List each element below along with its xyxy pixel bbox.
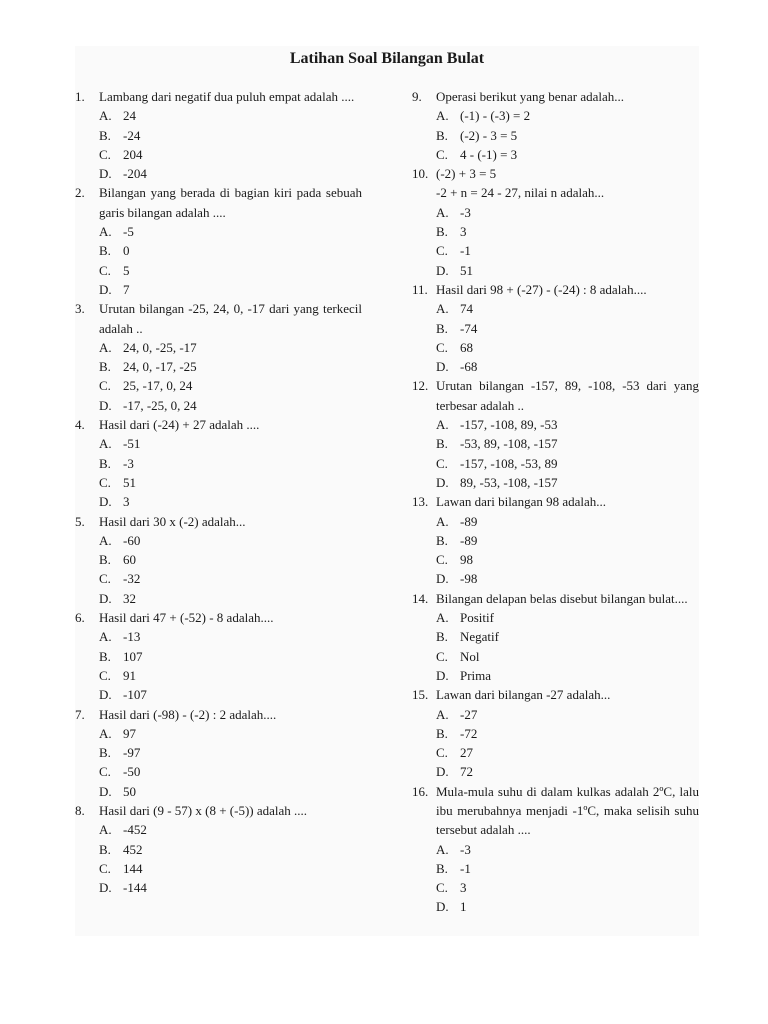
question-text: (-2) + 3 = 5 xyxy=(436,166,497,182)
option-letter: B. xyxy=(436,127,448,143)
answer-option xyxy=(99,820,362,839)
option-letter: B. xyxy=(99,841,111,857)
question-text: Hasil dari (-24) + 27 adalah .... xyxy=(99,417,260,433)
option-letter: A. xyxy=(436,301,449,317)
answer-options xyxy=(436,299,699,376)
option-text: -3 xyxy=(123,455,134,471)
option-text: -50 xyxy=(123,764,141,780)
option-text: -89 xyxy=(460,532,478,548)
option-letter: A. xyxy=(99,339,112,355)
option-letter: A. xyxy=(436,706,449,722)
option-text: 91 xyxy=(123,667,136,683)
option-letter: A. xyxy=(436,841,449,857)
option-letter: C. xyxy=(436,648,448,664)
option-letter: A. xyxy=(99,224,112,240)
question-item xyxy=(75,705,362,801)
answer-options xyxy=(99,434,362,511)
question-number: 10. xyxy=(412,166,429,182)
question-item xyxy=(412,280,699,376)
option-text: 72 xyxy=(460,764,473,780)
option-letter: C. xyxy=(99,860,111,876)
question-text: Operasi berikut yang benar adalah... xyxy=(436,89,625,104)
option-text: 51 xyxy=(123,474,136,490)
option-text: Nol xyxy=(460,648,480,664)
answer-option xyxy=(436,705,699,724)
option-letter: C. xyxy=(436,455,448,471)
answer-option xyxy=(436,762,699,781)
option-letter: D. xyxy=(436,474,449,490)
question-number: 12. xyxy=(412,378,429,394)
option-text: 204 xyxy=(123,146,143,162)
question-number: 8. xyxy=(75,802,85,818)
right-column xyxy=(412,87,699,917)
question-text: Hasil dari 30 x (-2) adalah... xyxy=(99,513,246,529)
option-text: -74 xyxy=(460,320,478,336)
answer-option xyxy=(436,241,699,260)
option-letter: C. xyxy=(436,243,448,259)
question-text: Mula-mula suhu di dalam kulkas adalah 2ºC, lalu ibu merubahnya menjadi -1ºC, maka selisih suhu tersebut adalah .... xyxy=(436,783,699,838)
option-text: 7 xyxy=(123,281,130,297)
answer-options xyxy=(99,106,362,183)
option-text: Negatif xyxy=(460,629,499,645)
option-text: 3 xyxy=(123,494,130,510)
option-letter: A. xyxy=(436,204,449,220)
question-text: Urutan bilangan -25, 24, 0, -17 dari yang terkecil adalah .. xyxy=(99,301,362,336)
answer-option xyxy=(436,724,699,743)
option-letter: D. xyxy=(436,359,449,375)
answer-option xyxy=(436,126,699,145)
answer-options xyxy=(99,820,362,897)
option-text: -51 xyxy=(123,436,141,452)
answer-option xyxy=(99,685,362,704)
option-letter: C. xyxy=(436,552,448,568)
question-number: 4. xyxy=(75,417,85,433)
option-text: 107 xyxy=(123,648,143,664)
option-text: 27 xyxy=(460,745,473,761)
question-number: 14. xyxy=(412,590,429,606)
option-letter: D. xyxy=(99,590,112,606)
page-title: Latihan Soal Bilangan Bulat xyxy=(289,50,485,67)
option-text: Positif xyxy=(460,610,494,626)
question-number: 11. xyxy=(412,281,428,297)
answer-option xyxy=(99,396,362,415)
question-item xyxy=(75,512,362,608)
option-text: -17, -25, 0, 24 xyxy=(123,397,197,413)
answer-option xyxy=(99,878,362,897)
option-text: -3 xyxy=(460,204,471,220)
answer-options xyxy=(436,415,699,492)
answer-option xyxy=(436,299,699,318)
option-letter: D. xyxy=(99,281,112,297)
option-text: Prima xyxy=(460,667,492,683)
answer-option xyxy=(436,569,699,588)
answer-option xyxy=(436,222,699,241)
answer-option xyxy=(99,589,362,608)
option-letter: D. xyxy=(436,899,449,915)
answer-option xyxy=(99,106,362,125)
answer-option xyxy=(436,840,699,859)
option-letter: A. xyxy=(99,532,112,548)
option-text: -27 xyxy=(460,706,478,722)
option-text: 3 xyxy=(460,224,467,240)
option-text: -144 xyxy=(123,880,147,896)
answer-option xyxy=(436,454,699,473)
option-letter: B. xyxy=(436,629,448,645)
answer-option xyxy=(99,666,362,685)
option-text: 24, 0, -17, -25 xyxy=(123,359,197,375)
question-text: Lawan dari bilangan -27 adalah... xyxy=(436,687,611,703)
answer-option xyxy=(99,724,362,743)
answer-options xyxy=(436,608,699,685)
option-text: 452 xyxy=(123,841,143,857)
option-text: (-1) - (-3) = 2 xyxy=(460,108,531,124)
answer-option xyxy=(436,106,699,125)
question-item xyxy=(412,376,699,492)
option-letter: B. xyxy=(99,243,111,259)
option-text: 24, 0, -25, -17 xyxy=(123,339,197,355)
answer-option xyxy=(99,338,362,357)
answer-option xyxy=(99,840,362,859)
question-item xyxy=(75,183,362,299)
option-letter: D. xyxy=(99,783,112,799)
option-letter: C. xyxy=(99,571,111,587)
answer-options xyxy=(99,724,362,801)
answer-options xyxy=(99,338,362,415)
option-text: -24 xyxy=(123,127,141,143)
answer-option xyxy=(99,126,362,145)
option-letter: D. xyxy=(436,667,449,683)
question-item xyxy=(412,589,699,685)
answer-option xyxy=(436,415,699,434)
option-text: -98 xyxy=(460,571,478,587)
answer-option xyxy=(436,261,699,280)
option-text: -157, -108, 89, -53 xyxy=(460,417,558,433)
question-item xyxy=(75,415,362,511)
option-text: 4 - (-1) = 3 xyxy=(460,146,518,162)
option-letter: B. xyxy=(99,552,111,568)
option-letter: C. xyxy=(99,667,111,683)
option-letter: A. xyxy=(99,725,112,741)
option-letter: B. xyxy=(436,436,448,452)
answer-option xyxy=(436,608,699,627)
option-text: 50 xyxy=(123,783,136,799)
option-text: 60 xyxy=(123,552,136,568)
question-text: Hasil dari (9 - 57) x (8 + (-5)) adalah .... xyxy=(99,802,308,818)
question-text: Urutan bilangan -157, 89, -108, -53 dari yang terbesar adalah .. xyxy=(436,378,699,413)
answer-option xyxy=(99,261,362,280)
option-text: (-2) - 3 = 5 xyxy=(460,127,518,143)
option-letter: A. xyxy=(99,436,112,452)
answer-option xyxy=(99,222,362,241)
question-number: 3. xyxy=(75,301,85,317)
answer-option xyxy=(436,859,699,878)
question-text: Lambang dari negatif dua puluh empat adalah .... xyxy=(99,89,355,104)
option-letter: D. xyxy=(99,687,112,703)
option-text: -72 xyxy=(460,725,478,741)
question-number: 15. xyxy=(412,687,429,703)
option-letter: B. xyxy=(99,455,111,471)
option-letter: D. xyxy=(436,262,449,278)
option-text: 25, -17, 0, 24 xyxy=(123,378,193,394)
question-number: 6. xyxy=(75,610,85,626)
option-text: -3 xyxy=(460,841,471,857)
option-letter: C. xyxy=(436,880,448,896)
answer-option xyxy=(99,782,362,801)
answer-option xyxy=(436,666,699,685)
option-letter: C. xyxy=(99,474,111,490)
answer-option xyxy=(436,627,699,646)
answer-option xyxy=(436,434,699,453)
option-text: 89, -53, -108, -157 xyxy=(460,474,558,490)
option-letter: B. xyxy=(99,648,111,664)
option-letter: C. xyxy=(99,764,111,780)
answer-option xyxy=(436,338,699,357)
option-letter: C. xyxy=(99,262,111,278)
answer-option xyxy=(436,145,699,164)
answer-option xyxy=(436,473,699,492)
answer-option xyxy=(99,531,362,550)
question-item xyxy=(75,87,362,183)
answer-options xyxy=(436,106,699,164)
option-text: -53, 89, -108, -157 xyxy=(460,436,558,452)
option-letter: C. xyxy=(436,339,448,355)
option-text: -89 xyxy=(460,513,478,529)
question-number: 5. xyxy=(75,513,85,529)
option-letter: D. xyxy=(99,494,112,510)
option-text: 51 xyxy=(460,262,473,278)
question-item xyxy=(412,164,699,280)
option-text: 1 xyxy=(460,899,467,915)
option-letter: D. xyxy=(436,571,449,587)
question-text: Hasil dari (-98) - (-2) : 2 adalah.... xyxy=(99,706,277,722)
option-letter: B. xyxy=(436,532,448,548)
option-letter: D. xyxy=(436,764,449,780)
option-letter: D. xyxy=(99,166,112,182)
option-letter: C. xyxy=(99,146,111,162)
question-item xyxy=(412,685,699,781)
option-letter: B. xyxy=(436,320,448,336)
answer-option xyxy=(436,203,699,222)
answer-option xyxy=(99,454,362,473)
option-letter: C. xyxy=(436,146,448,162)
question-number: 13. xyxy=(412,494,429,510)
question-text: Lawan dari bilangan 98 adalah... xyxy=(436,494,607,510)
option-letter: A. xyxy=(436,513,449,529)
option-letter: B. xyxy=(436,725,448,741)
question-text: Hasil dari 98 + (-27) - (-24) : 8 adalah.... xyxy=(436,281,647,297)
option-letter: C. xyxy=(99,378,111,394)
option-letter: B. xyxy=(99,745,111,761)
option-letter: C. xyxy=(436,745,448,761)
option-text: 32 xyxy=(123,590,136,606)
question-number: 16. xyxy=(412,783,429,799)
option-text: -5 xyxy=(123,224,134,240)
option-letter: D. xyxy=(99,397,112,413)
option-text: -157, -108, -53, 89 xyxy=(460,455,558,471)
option-letter: A. xyxy=(99,822,112,838)
answer-options xyxy=(436,840,699,917)
answer-options xyxy=(436,203,699,280)
answer-option xyxy=(99,280,362,299)
question-number: 7. xyxy=(75,706,85,722)
option-text: 24 xyxy=(123,108,136,124)
answer-option xyxy=(436,550,699,569)
answer-option xyxy=(436,531,699,550)
answer-option xyxy=(436,897,699,916)
option-letter: A. xyxy=(436,610,449,626)
question-text-line2: -2 + n = 24 - 27, nilai n adalah... xyxy=(436,185,605,201)
option-letter: B. xyxy=(436,224,448,240)
answer-option xyxy=(436,512,699,531)
answer-options xyxy=(436,705,699,782)
answer-option xyxy=(99,569,362,588)
option-text: 98 xyxy=(460,552,473,568)
answer-options xyxy=(99,531,362,608)
option-text: -1 xyxy=(460,860,471,876)
question-item xyxy=(75,299,362,415)
answer-options xyxy=(99,627,362,704)
answer-option xyxy=(99,473,362,492)
option-text: -107 xyxy=(123,687,147,703)
question-text: Bilangan yang berada di bagian kiri pada sebuah garis bilangan adalah .... xyxy=(99,185,362,220)
answer-option xyxy=(99,647,362,666)
option-letter: A. xyxy=(436,417,449,433)
option-text: -452 xyxy=(123,822,147,838)
option-letter: B. xyxy=(436,860,448,876)
left-column xyxy=(75,87,362,897)
answer-option xyxy=(99,376,362,395)
option-text: -204 xyxy=(123,166,147,182)
option-text: 5 xyxy=(123,262,130,278)
option-text: 97 xyxy=(123,725,136,741)
answer-option xyxy=(99,145,362,164)
option-text: -13 xyxy=(123,629,141,645)
option-letter: B. xyxy=(99,127,111,143)
answer-option xyxy=(436,743,699,762)
question-text: Hasil dari 47 + (-52) - 8 adalah.... xyxy=(99,610,274,626)
option-text: -1 xyxy=(460,243,471,259)
question-item xyxy=(412,492,699,588)
question-item xyxy=(412,782,699,917)
answer-option xyxy=(436,319,699,338)
answer-option xyxy=(436,647,699,666)
answer-option xyxy=(99,164,362,183)
answer-option xyxy=(99,859,362,878)
answer-options xyxy=(436,512,699,589)
question-number: 2. xyxy=(75,185,85,201)
option-text: 68 xyxy=(460,339,473,355)
question-number: 1. xyxy=(75,89,85,104)
question-text: Bilangan delapan belas disebut bilangan bulat.... xyxy=(436,590,688,606)
answer-option xyxy=(99,241,362,260)
answer-option xyxy=(99,550,362,569)
option-text: -97 xyxy=(123,745,141,761)
option-text: 3 xyxy=(460,880,467,896)
option-letter: A. xyxy=(99,108,112,124)
option-text: -32 xyxy=(123,571,141,587)
answer-option xyxy=(99,627,362,646)
option-letter: A. xyxy=(99,629,112,645)
question-item xyxy=(75,801,362,897)
option-letter: B. xyxy=(99,359,111,375)
option-text: 0 xyxy=(123,243,130,259)
answer-options xyxy=(99,222,362,299)
answer-option xyxy=(99,492,362,511)
option-text: -60 xyxy=(123,532,141,548)
option-letter: A. xyxy=(436,108,449,124)
answer-option xyxy=(436,357,699,376)
answer-option xyxy=(99,434,362,453)
question-item xyxy=(75,608,362,704)
answer-option xyxy=(99,743,362,762)
option-letter: D. xyxy=(99,880,112,896)
question-item xyxy=(412,87,699,164)
answer-option xyxy=(436,878,699,897)
option-text: 74 xyxy=(460,301,473,317)
option-text: 144 xyxy=(123,860,143,876)
answer-option xyxy=(99,762,362,781)
option-text: -68 xyxy=(460,359,478,375)
question-number: 9. xyxy=(412,89,422,104)
answer-option xyxy=(99,357,362,376)
